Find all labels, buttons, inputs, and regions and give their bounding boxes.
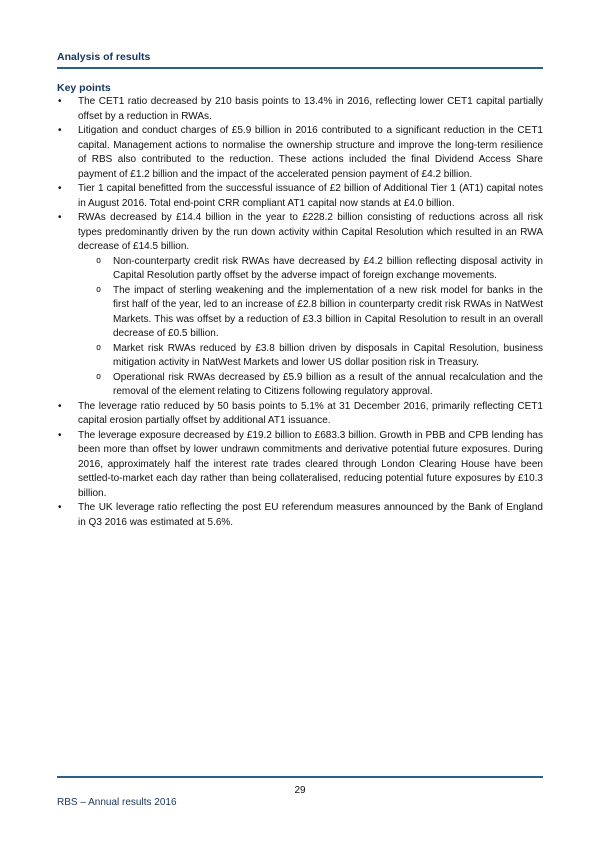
bullet-icon: • [58,183,62,194]
bullet-icon: • [58,400,62,412]
circle-bullet-icon: o [96,343,102,353]
bullet-icon: • [58,212,62,223]
section-title: Analysis of results [57,51,151,63]
bullet-text: Tier 1 capital benefitted from the successful issuance of £2 billion of Additional Tier 1 (AT1) capital notes in August 2016. Total end-point CRR compliant AT1 capital now stands at £4.0 billion. [78,183,543,209]
list-item [57,211,543,400]
sub-list-item [57,255,543,284]
key-points-heading: Key points [57,82,111,94]
footer-doc-label: RBS – Annual results 2016 [57,797,177,808]
sub-bullet-text: Non-counterparty credit risk RWAs have decreased by £4.2 billion reflecting disposal activity in Capital Resolution partly offset by the adverse impact of foreign exchange movements. [113,255,543,281]
page-content [57,51,543,530]
sub-bullet-text: Market risk RWAs reduced by £3.8 billion driven by disposals in Capital Resolution, business mitigation activity in NatWest Markets and lower US dollar position risk in Treasury. [113,342,543,368]
bullet-text: Litigation and conduct charges of £5.9 billion in 2016 contributed to a significant reduction in the CET1 capital. Management actions to normalise the ownership structure and improve the long-term resilience of RBS also contributed to the reduction. These actions included the final Dividend Access Share payment of £1.2 billion and the impact of the accelerated pension payment of £4.2 billion. [78,125,543,180]
bullet-icon: • [58,502,62,513]
list-item [57,124,543,182]
circle-bullet-icon: o [96,285,102,295]
sub-list-item [57,342,543,371]
sub-list-item [57,371,543,400]
key-points-list [57,95,543,530]
sub-bullet-text: The impact of sterling weakening and the implementation of a new risk model for banks in the first half of the year, led to an increase of £2.8 billion in counterparty credit risk RWAs in NatWest Markets. This was offset by a reduction of £3.3 billion in Capital Resolution to result in an overall decrease of £0.5 billion. [113,284,543,339]
sub-list [78,255,543,400]
bullet-icon: • [58,96,62,107]
page-number: 29 [294,785,306,796]
list-item [57,501,543,530]
list-item [57,429,543,502]
bullet-text: The UK leverage ratio reflecting the post EU referendum measures announced by the Bank of England in Q3 2016 was estimated at 5.6%. [78,502,543,528]
sub-bullet-text: Operational risk RWAs decreased by £5.9 billion as a result of the annual recalculation and the removal of the element relating to Citizens following regulatory approval. [113,371,543,397]
bullet-icon: • [58,125,62,136]
bullet-text: The CET1 ratio decreased by 210 basis points to 13.4% in 2016, reflecting lower CET1 capital partially offset by a reduction in RWAs. [78,96,543,122]
bullet-text: The leverage exposure decreased by £19.2 billion to £683.3 billion. Growth in PBB and CPB lending has been more than offset by lower undrawn commitments and derivative potential future exposures. During 2016, approximately half the interest rate trades cleared through London Clearing House have been settled-to-market each day rather than being collateralised, reducing potential future exposures by £10.3 billion. [78,429,543,499]
list-item [57,400,543,429]
bullet-icon: • [58,429,62,441]
title-divider [57,67,543,69]
circle-bullet-icon: o [96,256,102,266]
bullet-text: The leverage ratio reduced by 50 basis points to 5.1% at 31 December 2016, primarily reflecting CET1 capital erosion partially offset by additional AT1 issuance. [78,400,543,426]
footer-divider [57,776,543,778]
list-item [57,182,543,211]
sub-list-item [57,284,543,342]
bullet-text: RWAs decreased by £14.4 billion in the year to £228.2 billion consisting of reductions across all risk types predominantly driven by the run down activity within Capital Resolution which resulted in an RWA decrease of £14.5 billion. [78,212,543,252]
circle-bullet-icon: o [96,372,102,382]
list-item [57,95,543,124]
